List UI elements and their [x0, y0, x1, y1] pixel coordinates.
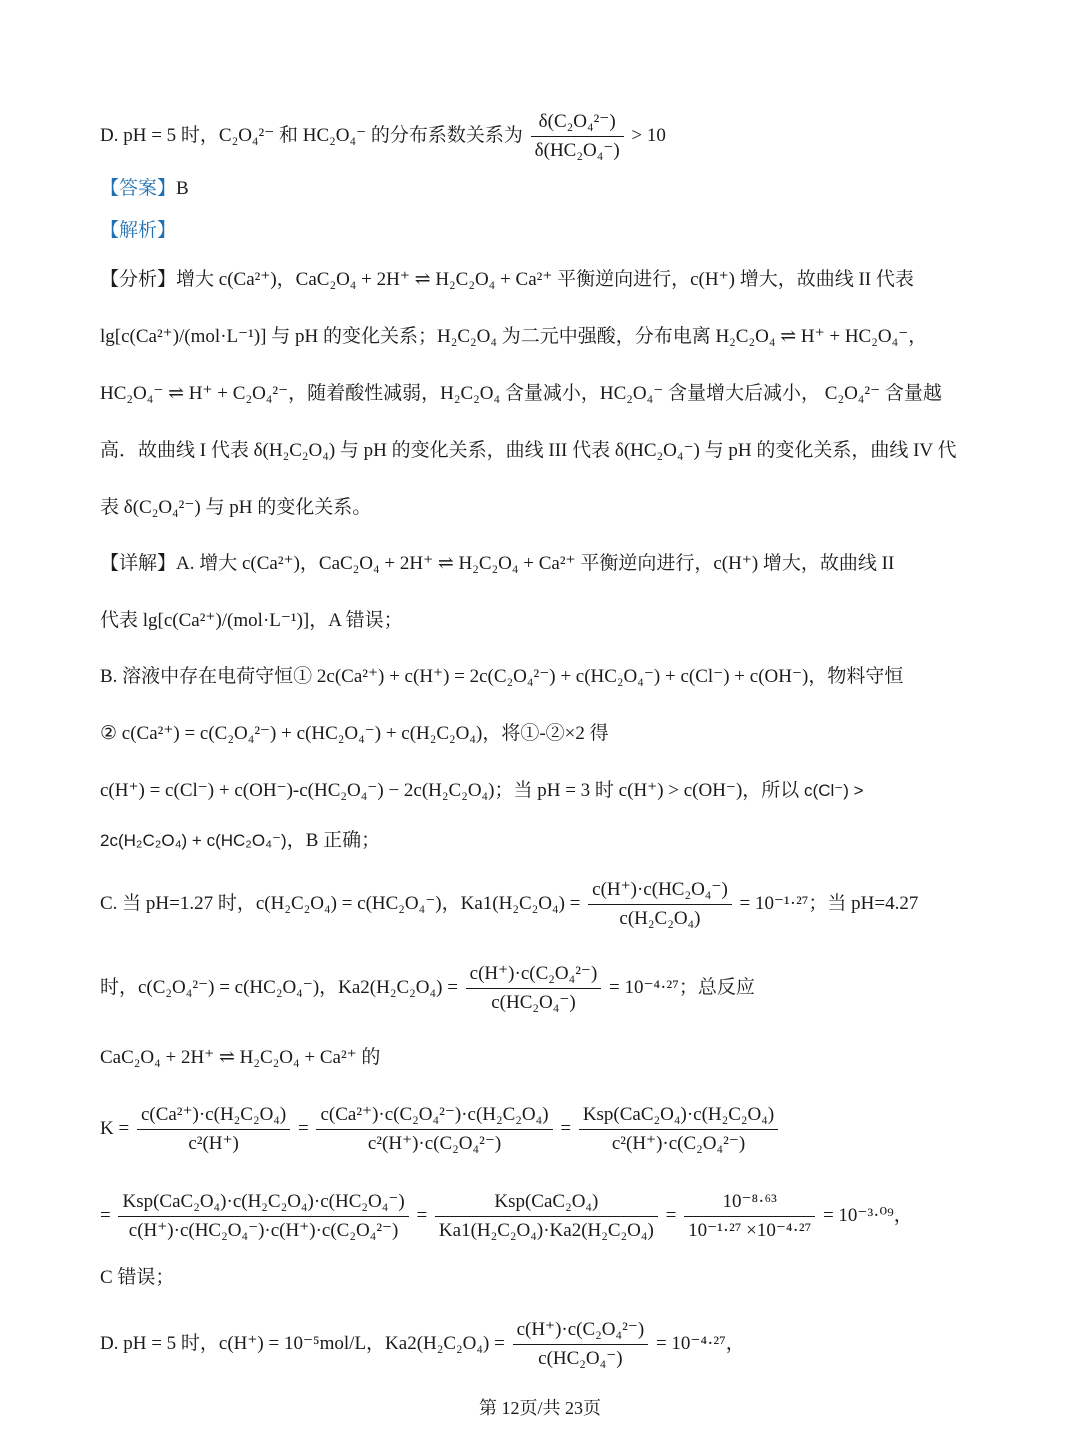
k2-denominator-2: Ka1(H₂C₂O₄)·Ka2(H₂C₂O₄): [435, 1216, 658, 1243]
xiangjie-c-line-3: CaC₂O₄ + 2H⁺ ⇌ H₂C₂O₄ + Ca²⁺ 的: [100, 1047, 381, 1068]
xiangjie-b-sans-3: c(Cl⁻) >: [804, 781, 864, 800]
xiangjie-a-text-1: A. 增大 c(Ca²⁺)，CaC₂O₄ + 2H⁺ ⇌ H₂C₂O₄ + Ca²⁺ 平衡逆向进行，c(H⁺) 增大，故曲线 II: [176, 553, 895, 574]
fraction-denominator: δ(HC₂O₄⁻): [531, 136, 624, 163]
k-prefix: K =: [100, 1117, 130, 1139]
answer-value: B: [176, 178, 189, 199]
xiangjie-tag: 【详解】: [100, 553, 177, 574]
answer-tag: 【答案】: [100, 178, 177, 199]
k1-numerator-2: c(Ca²⁺)·c(C₂O₄²⁻)·c(H₂C₂O₄): [320, 1104, 549, 1125]
ka1-denominator: c(H₂C₂O₄): [588, 904, 732, 931]
ka2-numerator: c(H⁺)·c(C₂O₄²⁻): [469, 963, 598, 984]
k2-numerator-1: Ksp(CaC₂O₄)·c(H₂C₂O₄)·c(HC₂O₄⁻): [122, 1191, 405, 1212]
d-ka2-denominator: c(HC₂O₄⁻): [513, 1344, 649, 1371]
k2-fraction-1: [118, 1190, 408, 1243]
equals-sign: =: [416, 1204, 428, 1226]
fenxi-line-5: 表 δ(C₂O₄²⁻) 与 pH 的变化关系。: [100, 497, 372, 518]
k2-result: = 10⁻³·⁰⁹，: [822, 1204, 913, 1226]
k-fraction-2: [316, 1103, 552, 1156]
answer-line: [100, 177, 189, 201]
k1-numerator-3: Ksp(CaC₂O₄)·c(H₂C₂O₄): [582, 1104, 775, 1125]
xiangjie-b-sans-4: 2c(H₂C₂O₄) + c(HC₂O₄⁻): [100, 831, 287, 850]
xiangjie-b-tail-4: ，B 正确；: [286, 830, 381, 851]
fraction-numerator: δ(C₂O₄²⁻): [538, 111, 616, 132]
k1-numerator-1: c(Ca²⁺)·c(H₂C₂O₄): [140, 1104, 287, 1125]
fenxi-line-3: HC₂O₄⁻ ⇌ H⁺ + C₂O₄²⁻，随着酸性减弱，H₂C₂O₄ 含量减小，HC₂O₄⁻ 含量增大后减小， C₂O₄²⁻ 含量越: [100, 383, 942, 404]
k-fraction-3: [579, 1103, 778, 1156]
xiangjie-b-text-3: c(H⁺) = c(Cl⁻) + c(OH⁻)-c(HC₂O₄⁻) − 2c(H₂C₂O₄)；当 pH = 3 时 c(H⁺) > c(OH⁻)，所以: [100, 780, 800, 801]
k-fraction-1: [137, 1103, 290, 1156]
xiangjie-a-line-1: [100, 552, 894, 576]
option-d-text: D. pH = 5 时，C₂O₄²⁻ 和 HC₂O₄⁻ 的分布系数关系为: [100, 124, 523, 146]
c2-prefix: 时，c(C₂O₄²⁻) = c(HC₂O₄⁻)，Ka2(H₂C₂O₄) =: [100, 976, 458, 998]
fenxi-line-4: 高．故曲线 I 代表 δ(H₂C₂O₄) 与 pH 的变化关系，曲线 III 代表 δ(HC₂O₄⁻) 与 pH 的变化关系，曲线 IV 代: [100, 440, 957, 461]
c-wrong-line: C 错误；: [100, 1267, 175, 1288]
k-expression-line-2: [100, 1190, 913, 1243]
k2-denominator-3: 10⁻¹·²⁷ ×10⁻⁴·²⁷: [684, 1216, 815, 1243]
option-d-tail: > 10: [631, 124, 666, 146]
d-ka2-fraction: [513, 1318, 649, 1371]
k2-numerator-3: 10⁻⁸·⁶³: [722, 1191, 777, 1212]
equals-sign: =: [100, 1204, 111, 1226]
equals-sign: =: [560, 1117, 572, 1139]
c1-prefix: C. 当 pH=1.27 时，c(H₂C₂O₄) = c(HC₂O₄⁻)，Ka1(H₂C₂O₄) =: [100, 892, 581, 914]
xiangjie-c-line-1: [100, 878, 918, 931]
k1-denominator-1: c²(H⁺): [137, 1129, 290, 1156]
d1-suffix: = 10⁻⁴·²⁷，: [655, 1332, 745, 1354]
k2-fraction-2: [435, 1190, 658, 1243]
fenxi-line-2: lg[c(Ca²⁺)/(mol·L⁻¹)] 与 pH 的变化关系；H₂C₂O₄ 为二元中强酸，分布电离 H₂C₂O₄ ⇌ H⁺ + HC₂O₄⁻，: [100, 326, 928, 347]
option-d-fraction: [531, 110, 624, 163]
equals-sign: =: [298, 1117, 309, 1139]
xiangjie-b-line-2: ② c(Ca²⁺) = c(C₂O₄²⁻) + c(HC₂O₄⁻) + c(H₂C₂O₄)，将①-②×2 得: [100, 723, 609, 744]
d1-prefix: D. pH = 5 时，c(H⁺) = 10⁻⁵mol/L，Ka2(H₂C₂O₄) =: [100, 1332, 505, 1354]
page-footer: 第 12页/共 23页: [478, 1398, 601, 1418]
option-d-line: [100, 110, 666, 163]
ka1-fraction: [588, 878, 732, 931]
equals-sign: =: [665, 1204, 677, 1226]
xiangjie-d-line-1: [100, 1318, 745, 1371]
xiangjie-b-line-4: [100, 829, 380, 853]
d-ka2-numerator: c(H⁺)·c(C₂O₄²⁻): [516, 1319, 645, 1340]
xiangjie-b-line-3: [100, 779, 864, 803]
fenxi-line-1: [100, 268, 914, 292]
k1-denominator-3: c²(H⁺)·c(C₂O₄²⁻): [579, 1129, 778, 1156]
analysis-tag: 【解析】: [100, 220, 177, 241]
ka2-denominator: c(HC₂O₄⁻): [466, 988, 602, 1015]
ka1-numerator: c(H⁺)·c(HC₂O₄⁻): [592, 879, 728, 900]
ka2-fraction: [466, 962, 602, 1015]
fenxi-text-1: 增大 c(Ca²⁺)，CaC₂O₄ + 2H⁺ ⇌ H₂C₂O₄ + Ca²⁺ 平衡逆向进行，c(H⁺) 增大，故曲线 II 代表: [176, 269, 914, 290]
k2-fraction-3: [684, 1190, 815, 1243]
c1-suffix: = 10⁻¹·²⁷；当 pH=4.27: [739, 892, 919, 914]
xiangjie-c-line-2: [100, 962, 755, 1015]
fenxi-tag: 【分析】: [100, 269, 177, 290]
k-expression-line-1: [100, 1103, 781, 1156]
k1-denominator-2: c²(H⁺)·c(C₂O₄²⁻): [316, 1129, 552, 1156]
k2-numerator-2: Ksp(CaC₂O₄): [494, 1191, 599, 1212]
xiangjie-a-line-2: 代表 lg[c(Ca²⁺)/(mol·L⁻¹)]，A 错误；: [100, 610, 403, 631]
k2-denominator-1: c(H⁺)·c(HC₂O₄⁻)·c(H⁺)·c(C₂O₄²⁻): [118, 1216, 408, 1243]
xiangjie-b-line-1: B. 溶液中存在电荷守恒① 2c(Ca²⁺) + c(H⁺) = 2c(C₂O₄²⁻) + c(HC₂O₄⁻) + c(Cl⁻) + c(OH⁻)，物料守恒: [100, 666, 904, 687]
c2-suffix: = 10⁻⁴·²⁷；总反应: [609, 976, 755, 998]
